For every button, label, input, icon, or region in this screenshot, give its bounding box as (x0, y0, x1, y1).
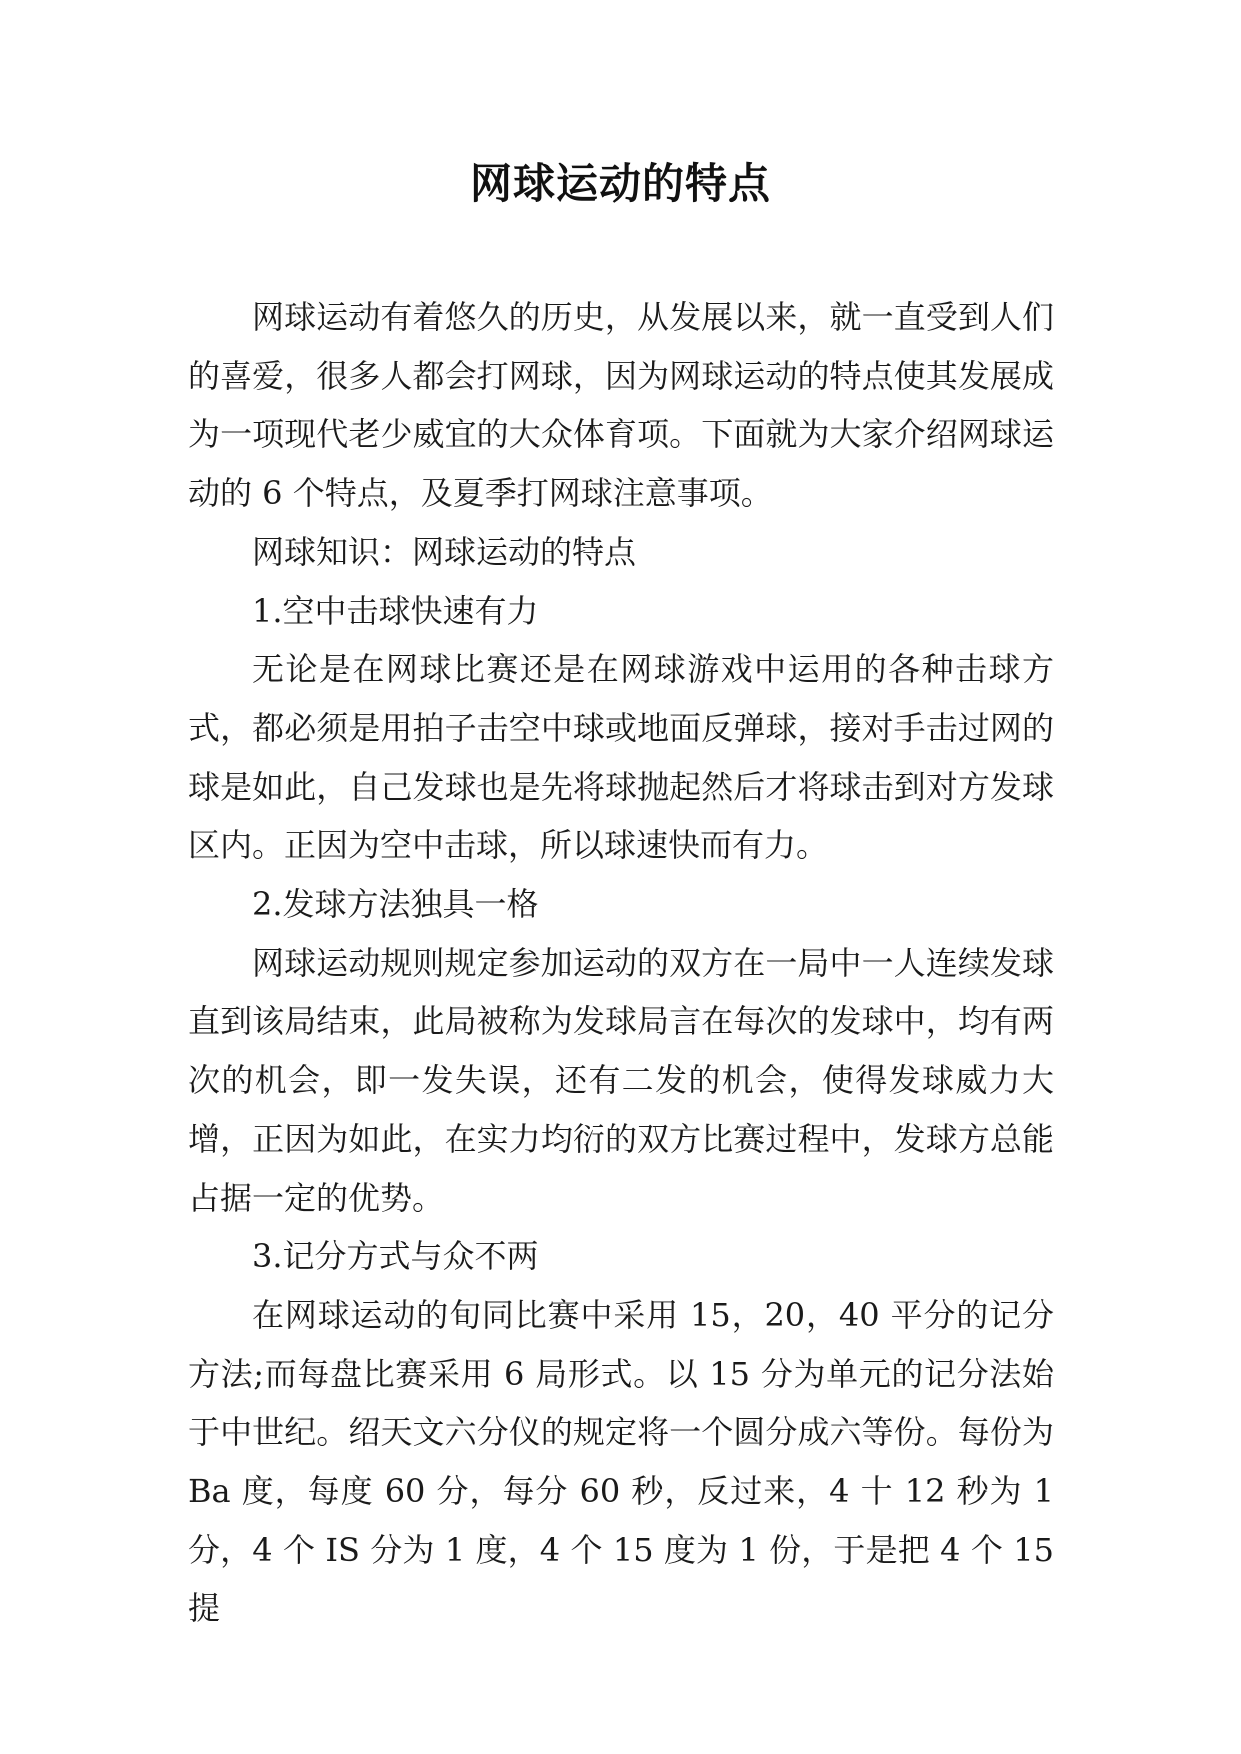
point-3-heading: 3.记分方式与众不两 (252, 1237, 539, 1276)
intro-paragraph: 网球运动有着悠久的历史，从发展以来，就一直受到人们的喜爱，很多人都会打网球，因为网球运动的特点使其发展成为一项现代老少威宜的大众体育项。下面就为大家介绍网球运动的 6 个特点，及夏季打网球注意事项。 (188, 298, 1054, 513)
point-3-paragraph: 在网球运动的旬同比赛中采用 15，20，40 平分的记分方法;而每盘比赛采用 6 局形式。以 15 分为单元的记分法始于中世纪。绍天文六分仪的规定将一个圆分成六等份。每份为 Ba 度，每度 60 分，每分 60 秒，反过来，4 十 12 秒为 1 分，4 个 IS 分为 1 度，4 个 15 度为 1 份，于是把 4 个 15 提 (188, 1295, 1054, 1628)
document-title: 网球运动的特点 (469, 159, 771, 208)
point-2-paragraph: 网球运动规则规定参加运动的双方在一局中一人连续发球直到该局结束，此局被称为发球局言在每次的发球中，均有两次的机会，即一发失误，还有二发的机会，使得发球威力大增，正因为如此，在实力均衍的双方比赛过程中，发球方总能占据一定的优势。 (188, 943, 1054, 1217)
document-body (188, 288, 1054, 1638)
section-heading: 网球知识：网球运动的特点 (252, 532, 637, 571)
point-1-heading: 1.空中击球快速有力 (252, 591, 539, 630)
point-2-heading: 2.发球方法独具一格 (252, 885, 539, 924)
point-1-paragraph: 无论是在网球比赛还是在网球游戏中运用的各种击球方式，都必须是用拍子击空中球或地面反弹球，接对手击过网的球是如此，自己发球也是先将球抛起然后才将球击到对方发球区内。正因为空中击球，所以球速快而有力。 (188, 650, 1054, 865)
